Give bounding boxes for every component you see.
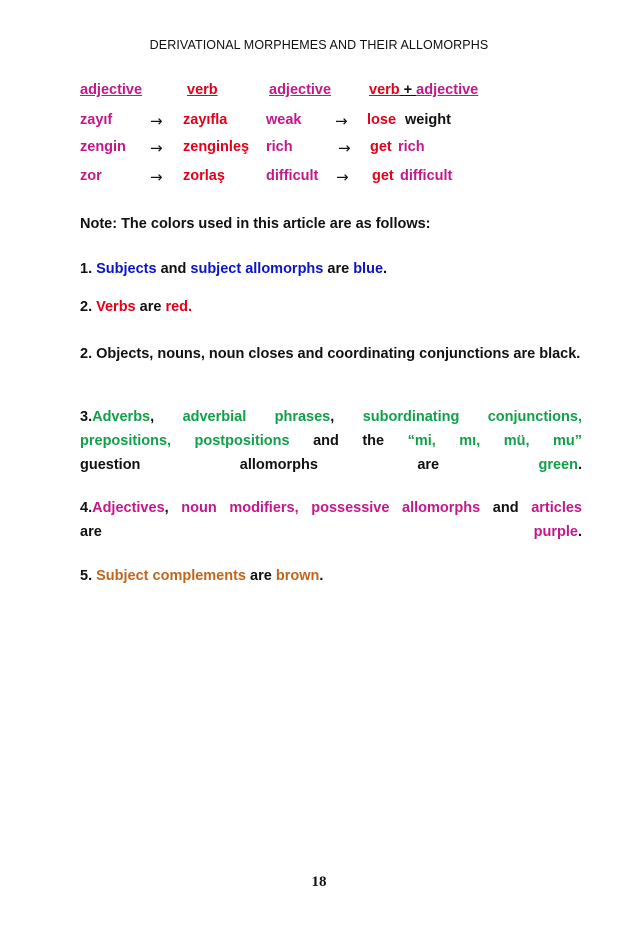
color-item-brown [80,564,582,588]
item-number: 4. [80,500,93,516]
turkish-verb: zayıfla [183,112,228,128]
plus-sign: + [399,82,417,98]
term: Verbs [96,299,136,315]
text: and the [289,433,408,449]
arrow-icon: → [150,112,163,130]
color-word: brown [275,568,320,584]
english-adjective: weak [266,112,302,128]
english-adjective: rich [398,139,425,155]
arrow-icon: → [336,168,349,186]
english-object: weight [405,112,451,128]
col-header-adjective: adjective [80,82,143,98]
text: are [135,299,166,315]
color-item-green [80,405,582,477]
english-adjective: rich [266,139,293,155]
col-header-verb-plus-adjective [369,82,478,98]
col-header-adjective-en: adjective [269,82,332,98]
color-item-black: 2. Objects, nouns, noun closes and coordinating conjunctions are black. [80,346,581,362]
text: and [480,500,532,516]
term: Subjects [96,261,157,277]
quoted-allomorphs: “mi, mı, mü, mu” [407,433,582,449]
color-item-blue [80,257,582,281]
turkish-verb: zenginleş [183,139,250,155]
page-number: 18 [311,874,327,890]
item-number: 2. [80,299,97,315]
arrow-icon: → [150,139,163,157]
item-number: 5. [80,568,97,584]
term: adverbial phrases [182,409,331,425]
turkish-verb: zorlaş [183,168,225,184]
term: articles [531,500,582,516]
term: Adverbs [92,409,151,425]
text: guestion allomorphs are [80,457,539,473]
arrow-icon: → [338,139,351,157]
text: are [80,524,534,540]
english-verb: lose [367,112,397,128]
text: , [150,409,183,425]
color-word: blue [353,261,384,277]
term: subordinating conjunctions, prepositions, postpositions [80,409,582,449]
text: , [330,409,363,425]
english-verb: get [370,139,392,155]
term: noun modifiers, possessive allomorphs [181,500,481,516]
arrow-icon: → [335,112,348,130]
text: . [383,261,388,277]
turkish-adjective: zor [80,168,102,184]
turkish-adjective: zengin [80,139,126,155]
color-item-red [80,295,582,319]
running-header: DERIVATIONAL MORPHEMES AND THEIR ALLOMORPHS [149,38,489,52]
col-header-verb: verb [187,82,218,98]
term: subject allomorphs [190,261,324,277]
turkish-adjective: zayıf [80,112,113,128]
item-number: 3. [80,409,93,425]
text: are [246,568,276,584]
color-word: purple [533,524,578,540]
text: . [319,568,324,584]
col-header-verb-en: verb [369,82,400,98]
english-adjective: difficult [266,168,319,184]
arrow-icon: → [150,168,163,186]
col-header-adjective-en-2: adjective [416,82,479,98]
text: . [577,457,582,473]
text: . [577,524,582,540]
term: Subject complements [96,568,246,584]
term: Adjectives [92,500,165,516]
text: , [164,500,182,516]
color-word: green [538,457,578,473]
text: and [156,261,191,277]
text: are [323,261,354,277]
item-number: 1. [80,261,97,277]
color-item-purple [80,496,582,544]
note-heading: Note: The colors used in this article are as follows: [80,216,431,232]
english-verb: get [372,168,394,184]
english-adjective: difficult [400,168,453,184]
color-word: red. [165,299,193,315]
